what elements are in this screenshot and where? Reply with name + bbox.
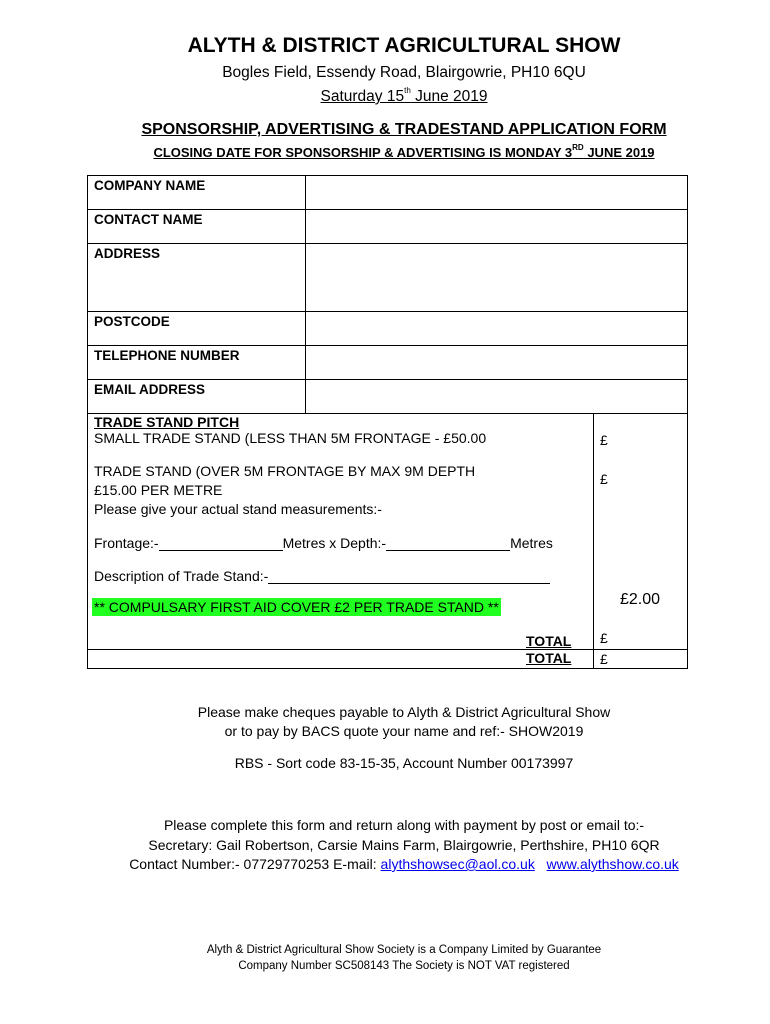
email-label: EMAIL ADDRESS [88, 380, 306, 414]
large-stand-pound[interactable]: £ [600, 471, 608, 487]
telephone-label: TELEPHONE NUMBER [88, 346, 306, 380]
venue-address: Bogles Field, Essendy Road, Blairgowrie, PH10 6QU [222, 64, 586, 81]
total-pound-1[interactable]: £ [600, 630, 608, 646]
return-instructions: Please complete this form and return along with payment by post or email to:- [163, 817, 645, 833]
address-field[interactable] [306, 244, 688, 312]
date-prefix: Saturday 15 [320, 88, 405, 105]
company-name-label: COMPANY NAME [88, 176, 306, 210]
contact-name-label: CONTACT NAME [88, 210, 306, 244]
measurements-prompt: Please give your actual stand measurements:- [94, 501, 382, 517]
total-label-2: TOTAL [526, 650, 572, 666]
secretary-address: Secretary: Gail Robertson, Carsie Mains Farm, Blairgowrie, Perthshire, PH10 6QR [148, 837, 660, 853]
address-label: ADDRESS [88, 244, 306, 312]
bank-details: RBS - Sort code 83-15-35, Account Number 00173997 [234, 755, 574, 771]
frontage-line [94, 534, 553, 551]
payment-line-1: Please make cheques payable to Alyth & District Agricultural Show [197, 704, 611, 720]
large-stand-label-2: £15.00 PER METRE [94, 482, 223, 498]
closing-superscript: RD [572, 142, 584, 152]
closing-suffix: JUNE 2019 [583, 145, 655, 160]
total-row-divider [88, 649, 687, 650]
form-title: SPONSORSHIP, ADVERTISING & TRADESTAND APPLICATION FORM [141, 121, 667, 138]
depth-label: Metres x Depth:- [282, 535, 387, 551]
description-label: Description of Trade Stand:- [94, 568, 269, 584]
description-line [94, 567, 550, 584]
contact-line [0, 856, 770, 872]
first-aid-amount: £2.00 [620, 591, 661, 608]
frontage-label: Frontage:- [94, 535, 159, 551]
first-aid-notice: ** COMPULSARY FIRST AID COVER £2 PER TRADE STAND ** [94, 599, 499, 615]
total-label-1: TOTAL [526, 633, 572, 649]
website-link[interactable]: www.alythshow.co.uk [546, 856, 679, 872]
company-name-field[interactable] [306, 176, 688, 210]
total-pound-2[interactable]: £ [600, 651, 608, 667]
trade-stand-section [87, 413, 688, 669]
small-stand-pound[interactable]: £ [600, 432, 608, 448]
postcode-label: POSTCODE [88, 312, 306, 346]
contact-number: Contact Number:- 07729770253 E-mail: [129, 856, 381, 872]
metres-label: Metres [510, 535, 553, 551]
frontage-input[interactable] [159, 534, 283, 551]
postcode-field[interactable] [306, 312, 688, 346]
date-superscript: th [404, 85, 411, 95]
first-aid-line [92, 599, 501, 615]
page-title: ALYTH & DISTRICT AGRICULTURAL SHOW [187, 34, 621, 57]
footer-line-1: Alyth & District Agricultural Show Society is a Company Limited by Guarantee [206, 944, 602, 956]
depth-input[interactable] [386, 534, 510, 551]
footer-line-2: Company Number SC508143 The Society is NOT VAT registered [238, 960, 570, 972]
show-date [0, 85, 770, 106]
payment-line-2: or to pay by BACS quote your name and ref:- SHOW2019 [224, 723, 584, 739]
large-stand-label-1: TRADE STAND (OVER 5M FRONTAGE BY MAX 9M DEPTH [94, 463, 476, 479]
closing-prefix: CLOSING DATE FOR SPONSORSHIP & ADVERTISING IS MONDAY 3 [153, 145, 573, 160]
description-input[interactable] [268, 567, 550, 584]
applicant-details-table [87, 175, 688, 414]
date-suffix: June 2019 [410, 88, 488, 105]
amount-column-divider [593, 413, 594, 668]
telephone-field[interactable] [306, 346, 688, 380]
trade-stand-heading: TRADE STAND PITCH [94, 414, 240, 430]
small-stand-label: SMALL TRADE STAND (LESS THAN 5M FRONTAGE - £50.00 [94, 430, 487, 446]
email-link[interactable]: alythshowsec@aol.co.uk [380, 856, 535, 872]
closing-date [0, 142, 770, 160]
email-field[interactable] [306, 380, 688, 414]
contact-name-field[interactable] [306, 210, 688, 244]
